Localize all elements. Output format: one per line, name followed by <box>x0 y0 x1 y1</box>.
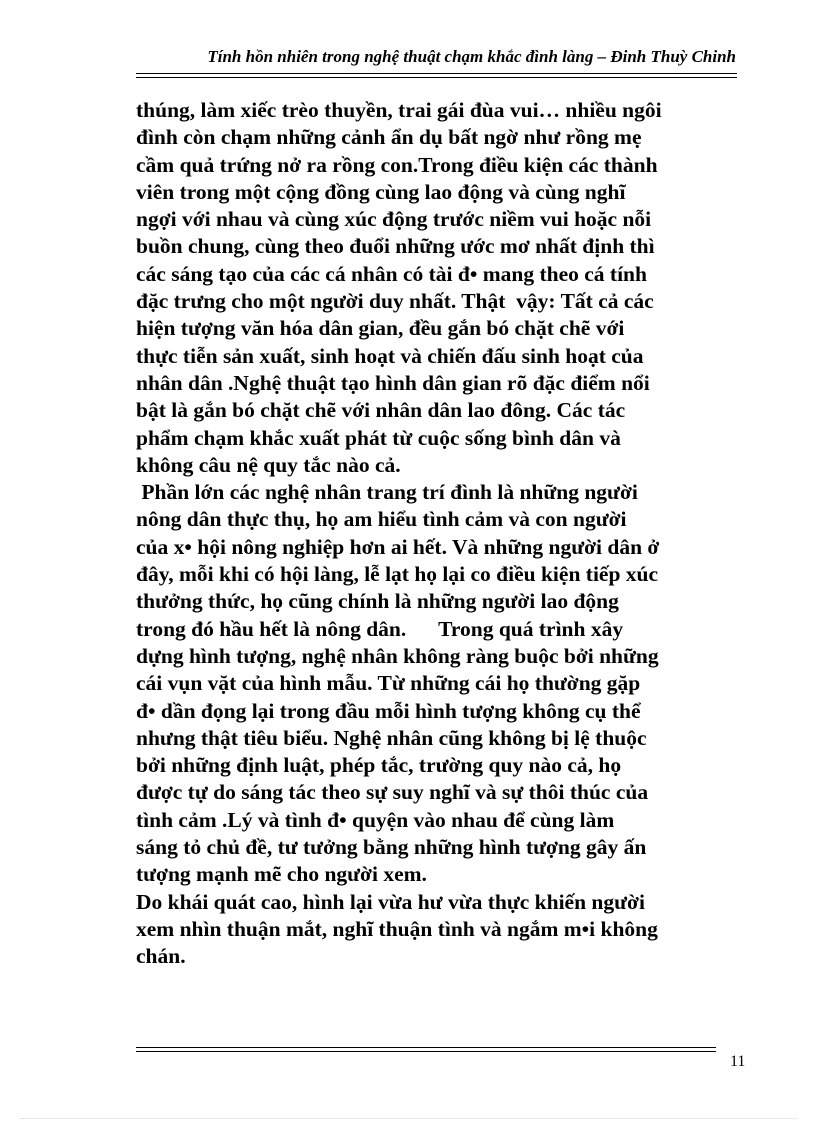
body-text-line: Phần lớn các nghệ nhân trang trí đình là những người <box>136 480 638 505</box>
header-double-rule <box>136 73 737 78</box>
body-text-line: dựng hình tượng, nghệ nhân không ràng buộc bởi những <box>136 643 659 668</box>
body-text-line: nhân dân .Nghệ thuật tạo hình dân gian rõ đặc điểm nổi <box>136 370 650 395</box>
body-text-line: ngợi với nhau và cùng xúc động trước niềm vui hoặc nỗi <box>136 207 652 232</box>
page-bottom-dotted-border <box>20 1118 796 1119</box>
body-text-line: bật là gắn bó chặt chẽ với nhân dân lao đông. Các tác <box>136 398 626 423</box>
footer-double-rule <box>136 1047 716 1052</box>
body-text-line: nông dân thực thụ, họ am hiểu tình cảm và con người <box>136 507 627 532</box>
body-text-line: được tự do sáng tác theo sự suy nghĩ và sự thôi thúc của <box>136 780 649 805</box>
body-text-line: đặc trưng cho một người duy nhất. Thật vậy: Tất cả các <box>136 289 654 314</box>
body-text-line: các sáng tạo của các cá nhân có tài đ• mang theo cá tính <box>136 261 647 286</box>
body-text-line: trong đó hầu hết là nông dân. Trong quá trình xây <box>136 616 624 641</box>
body-text-line: thưởng thức, họ cũng chính là những người lao động <box>136 589 619 614</box>
body-text-line: tình cảm .Lý và tình đ• quyện vào nhau để cùng làm <box>136 807 615 832</box>
body-text-line: cái vụn vặt của hình mẫu. Từ những cái họ thường gặp <box>136 671 641 696</box>
body-text-line: buồn chung, cùng theo đuổi những ước mơ nhất định thì <box>136 234 655 259</box>
body-text-line: đây, mỗi khi có hội làng, lễ lạt họ lại co điều kiện tiếp xúc <box>136 562 659 587</box>
body-text-line: thực tiễn sản xuất, sinh hoạt và chiến đấu sinh hoạt của <box>136 343 644 368</box>
body-text-line: thúng, làm xiếc trèo thuyền, trai gái đùa vui… nhiều ngôi <box>136 98 662 122</box>
body-text-line: đình còn chạm những cảnh ẩn dụ bất ngờ như rồng mẹ <box>136 125 642 150</box>
page-header-title: Tính hồn nhiên trong nghệ thuật chạm khắc đình làng – Đinh Thuỳ Chinh <box>207 47 736 66</box>
page-number: 11 <box>730 1053 746 1070</box>
body-text-line: xem nhìn thuận mắt, nghĩ thuận tình và ngắm m•i không <box>136 916 658 941</box>
body-text-line: viên trong một cộng đồng cùng lao động và cùng nghĩ <box>136 179 626 204</box>
body-text-line: Do khái quát cao, hình lại vừa hư vừa thực khiến người <box>136 889 645 914</box>
body-text-line: phẩm chạm khắc xuất phát từ cuộc sống bình dân và <box>136 425 621 450</box>
body-text <box>136 97 756 971</box>
body-text-line: không câu nệ quy tắc nào cả. <box>136 452 401 477</box>
body-text-line: hiện tượng văn hóa dân gian, đều gắn bó chặt chẽ với <box>136 316 625 341</box>
body-text-line: của x• hội nông nghiệp hơn ai hết. Và những người dân ở <box>136 534 660 559</box>
body-text-line: đ• dần đọng lại trong đầu mỗi hình tượng không cụ thể <box>136 698 641 723</box>
body-text-line: bởi những định luật, phép tắc, trường quy nào cả, họ <box>136 753 622 778</box>
body-text-line: sáng tỏ chủ đề, tư tưởng bằng những hình tượng gây ấn <box>136 835 647 860</box>
body-text-line: nhưng thật tiêu biểu. Nghệ nhân cũng không bị lệ thuộc <box>136 725 647 750</box>
body-text-line: chán. <box>136 944 186 969</box>
body-text-line: cầm quả trứng nở ra rồng con.Trong điều kiện các thành <box>136 152 658 177</box>
body-text-line: tượng mạnh mẽ cho người xem. <box>136 862 427 887</box>
